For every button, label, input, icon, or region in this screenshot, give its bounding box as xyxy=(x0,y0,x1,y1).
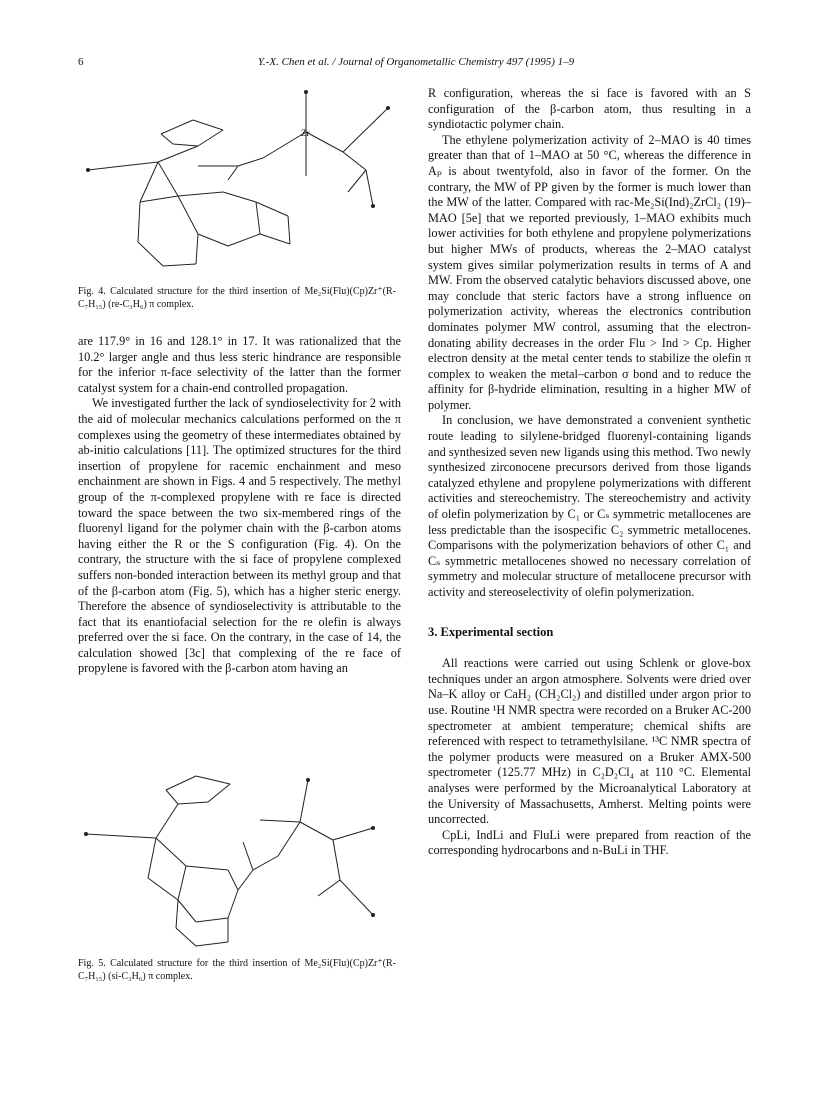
figure-4 xyxy=(78,84,396,311)
figure-5 xyxy=(78,760,396,983)
left-column xyxy=(78,334,401,677)
right-column xyxy=(428,86,751,859)
figure-5-caption: Fig. 5. Calculated structure for the third insertion of Me₂Si(Flu)(Cp)Zr⁺(R-C₇H₁₅) (si-C₃H₆) π complex. xyxy=(78,958,396,982)
page-header xyxy=(78,56,754,74)
zr-atom-label: Zr xyxy=(301,128,310,138)
right-paragraph-2: The ethylene polymerization activity of 2–MAO is 40 times greater than that of 1–MAO at 50 °C, whereas the difference in Aₚ is about twentyfold, also in favor of the former. On the contrary, the MW of PP given by the former is much lower than the MW of the latter. Compared with rac-Me₂Si(Ind)₂ZrCl₂ (19)–MAO [5e] that we reported previously, 1–MAO exhibits much lower activities for both ethylene and propylene polymerizations but higher MWs of products, whereas the 2–MAO catalyst system gives similar polymerization results in terms of A and MW. From the observed catalytic behaviors discussed above, one may conclude that steric factors have a strong influence on polymerization activity, whereas the electronics contribution dominates polymer MW control, assuming that the electron-donating ability decreases in the order Flu > Ind > Cp. Higher electron density at the metal center tends to stabilize the olefin π complex to weaken the metal–carbon σ bond and to reduce the affinity for β-hydride elimination, resulting in a higher MW of polymer. xyxy=(428,132,751,412)
running-head: Y.-X. Chen et al. / Journal of Organometallic Chemistry 497 (1995) 1–9 xyxy=(257,56,575,68)
right-paragraph-5: CpLi, IndLi and FluLi were prepared from reaction of the corresponding hydrocarbons and n-BuLi in THF. xyxy=(428,827,751,858)
figure-4-molecule xyxy=(78,84,396,282)
left-paragraph-1: are 117.9° in 16 and 128.1° in 17. It was rationalized that the 10.2° larger angle and thus less steric hindrance are responsible for the inferior π-face selectivity of the latter than the former catalyst system for a chain-end controlled propagation. xyxy=(78,334,401,395)
section-heading: 3. Experimental section xyxy=(428,624,554,639)
page-number: 6 xyxy=(78,56,84,68)
left-paragraph-2: We investigated further the lack of syndioselectivity for 2 with the aid of molecular mechanics calculations performed on the π complexes using the geometry of these intermediates obtained by ab-initio calculations [11]. The optimized structures for the third insertion of propylene for racemic enchainment and meso enchainment are shown in Figs. 4 and 5 respectively. The methyl group of the π-complexed propylene with re face is directed toward the space between the two six-membered rings of the fluorenyl ligand for the polymer chain with the β-carbon atoms having either the R or the S configuration (Fig. 4). On the contrary, the structure with the si face of propylene complexed suffers non-bonded interaction between its methyl group and that of the β-carbon atom (Fig. 5), which has a higher steric energy. Therefore the absence of syndioselectivity is attributable to the fact that its enantiofacial selection for the re olefin is always preferred over the si face. On the contrary, in the case of 14, the calculation showed [3c] that complexing of the re face of propylene is favored with the β-carbon atom having an xyxy=(78,396,401,676)
figure-4-caption: Fig. 4. Calculated structure for the third insertion of Me₂Si(Flu)(Cp)Zr⁺(R-C₇H₁₅) (re-C₃H₆) π complex. xyxy=(78,286,396,310)
figure-5-molecule xyxy=(78,760,396,954)
right-paragraph-3: In conclusion, we have demonstrated a convenient synthetic route leading to silylene-bridged fluorenyl-containing ligands and synthesized seven new ligands using this method. Two newly synthesized zirconocene precursors derived from those ligands catalyzed ethylene and propylene polymerizations with different activities and stereochemistry. The stereochemistry and activity of olefin polymerization by C₁ or Cₛ symmetric metallocenes are less predictable than the isospecific C₂ symmetric metallocenes. Comparisons with the polymerization behaviors of other C₁ and Cₛ symmetric metallocenes showed no necessary correlation of symmetry and molecular structure of metallocene precursor with activity and stereoselectivity of olefin polymerization. xyxy=(428,413,751,599)
right-paragraph-4: All reactions were carried out using Schlenk or glove-box techniques under an argon atmosphere. Solvents were dried over Na–K alloy or CaH₂ (CH₂Cl₂) and distilled under argon prior to use. Routine ¹H NMR spectra were recorded on a Bruker AC-200 spectrometer at ambient temperature; chemical shifts are referenced with respect to tetramethylsilane. ¹³C NMR spectra of the polymer products were measured on a Bruker AMX-500 spectrometer (125.77 MHz) in C₂D₂Cl₄ at 110 °C. Elemental analyses were performed by the Microanalytical Laboratory at the University of Massachusetts, Amherst. Melting points were uncorrected. xyxy=(428,656,751,827)
right-paragraph-1: R configuration, whereas the si face is favored with an S configuration of the β-carbon atom, thus resulting in a syndiotactic polymer chain. xyxy=(428,86,751,132)
